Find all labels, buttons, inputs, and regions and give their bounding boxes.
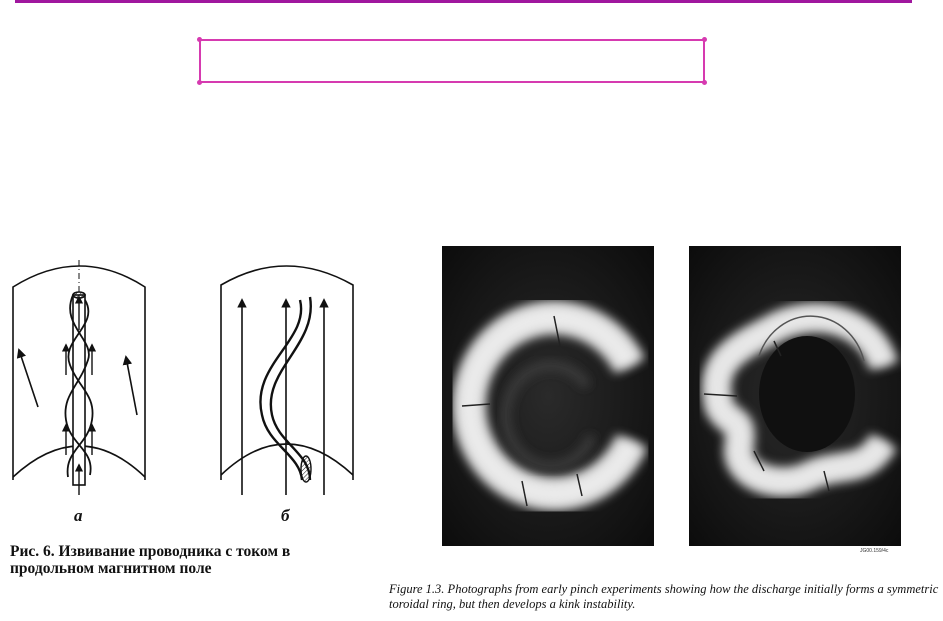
english-figure-caption: Figure 1.3. Photographs from early pinch experiments showing how the discharge initially forms a symmetric toroidal ring, but then develops a kink instability. [389,582,939,611]
panel-a-drawing [13,260,145,495]
photo-kink-instability [689,246,901,546]
empty-title-box [199,39,705,83]
kink-conductor-diagram [0,255,380,530]
photo-reference-id: JG00.159/4c [860,548,889,554]
panel-b-label: б [281,506,290,525]
panel-a-label: а [74,506,83,525]
photo-symmetric-ring [442,246,654,546]
panel-b-drawing [221,266,353,495]
russian-figure-caption: Рис. 6. Извивание проводника с током в продольном магнитном поле [10,543,291,577]
top-accent-rule [15,0,912,3]
